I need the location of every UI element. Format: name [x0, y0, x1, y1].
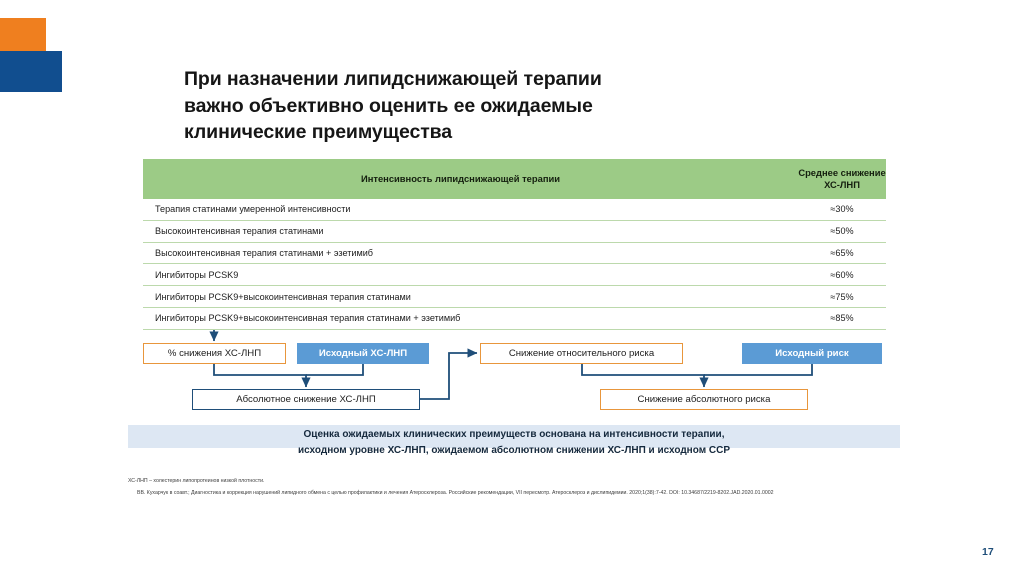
- box-baseline-risk[interactable]: Исходный риск: [742, 343, 882, 364]
- table-header-reduction: [798, 159, 886, 199]
- cell-therapy: Высокоинтенсивная терапия статинами: [143, 220, 798, 242]
- page-title-line-2: важно объективно оценить ее ожидаемые: [184, 94, 593, 117]
- cell-reduction: ≈50%: [798, 220, 886, 242]
- page-title-line-3: клинические преимущества: [184, 121, 453, 144]
- box-baseline-ldl[interactable]: Исходный ХС-ЛНП: [297, 343, 429, 364]
- table-row: [143, 264, 886, 286]
- cell-reduction: ≈30%: [798, 199, 886, 220]
- table-row: [143, 242, 886, 264]
- table-body: [143, 199, 886, 329]
- table-row: [143, 220, 886, 242]
- page-title-line-1: При назначении липидснижающей терапии: [184, 68, 602, 90]
- cell-reduction: ≈75%: [798, 286, 886, 308]
- box-percent-reduction[interactable]: % снижения ХС-ЛНП: [143, 343, 286, 364]
- therapy-intensity-table: [143, 159, 886, 330]
- logo-blue-bar: [0, 51, 62, 92]
- cell-therapy: Ингибиторы PCSK9: [143, 264, 798, 286]
- logo-orange-bar: [0, 18, 46, 51]
- cell-reduction: ≈65%: [798, 242, 886, 264]
- cell-reduction: ≈60%: [798, 264, 886, 286]
- conclusion-line-2: исходном уровне ХС-ЛНП, ожидаемом абсолютном снижении ХС-ЛНП и исходном ССР: [297, 445, 730, 457]
- cell-therapy: Ингибиторы PCSK9+высокоинтенсивная терапия статинами: [143, 286, 798, 308]
- conclusion-text: [128, 427, 900, 459]
- box-relative-risk-reduction[interactable]: Снижение относительного риска: [480, 343, 683, 364]
- cell-reduction: ≈85%: [798, 307, 886, 329]
- table-row: [143, 286, 886, 308]
- cell-therapy: Терапия статинами умеренной интенсивности: [143, 199, 798, 220]
- table-header-row: [143, 159, 886, 199]
- footnote-abbreviation: ХС-ЛНП – холестерин липопротеинов низкой плотности.: [128, 478, 265, 484]
- table-header-reduction-line-1: Среднее снижение: [798, 166, 886, 178]
- box-absolute-ldl-reduction[interactable]: Абсолютное снижение ХС-ЛНП: [192, 389, 420, 410]
- table-row: [143, 199, 886, 220]
- page-title: [184, 66, 744, 146]
- table-header-therapy: Интенсивность липидснижающей терапии: [143, 159, 798, 199]
- cell-therapy: Ингибиторы PCSK9+высокоинтенсивная терапия статинами + эзетимиб: [143, 307, 798, 329]
- page-number: 17: [982, 546, 994, 558]
- table-header-reduction-line-2: ХС-ЛНП: [824, 179, 860, 190]
- conclusion-line-1: Оценка ожидаемых клинических преимуществ основана на интенсивности терапии,: [303, 429, 725, 440]
- box-absolute-risk-reduction[interactable]: Снижение абсолютного риска: [600, 389, 808, 410]
- table-row: [143, 307, 886, 329]
- logo: [0, 0, 70, 100]
- cell-therapy: Высокоинтенсивная терапия статинами + эзетимиб: [143, 242, 798, 264]
- footnote-citation: ВВ. Кухарчук в соавт.; Диагностика и коррекция нарушений липидного обмена с целью профилактики и лечения Атеросклероза. Российские рекомендации, VII пересмотр. Атеросклероз и дислипидемии. 2020;1(38):7-42. DOI: 10.34687/2219-8202.JAD.2020.01.0002: [137, 490, 774, 496]
